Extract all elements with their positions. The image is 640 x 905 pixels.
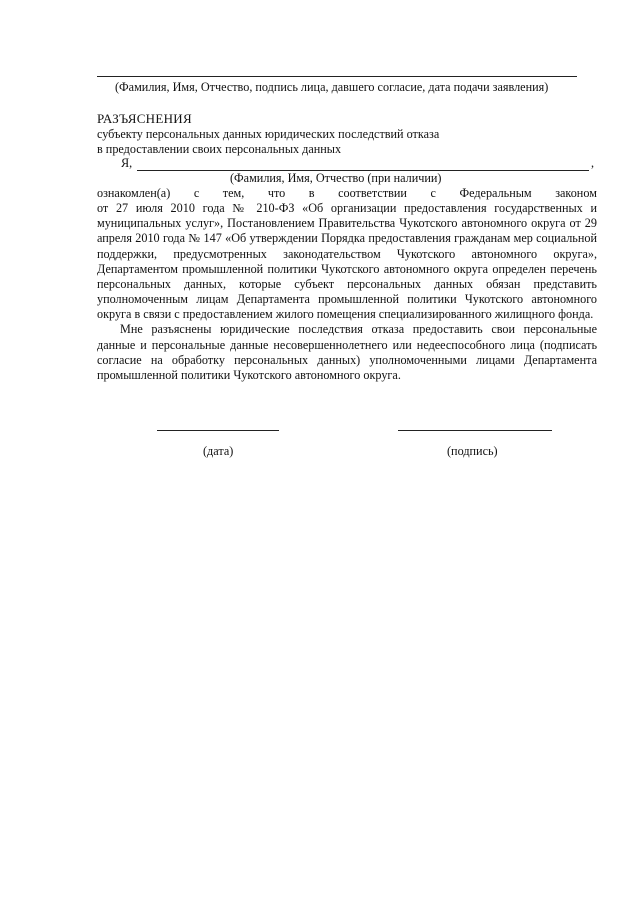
paragraph-2: Мне разъяснены юридические последствия отказа предоставить свои персональные данные и персональные данные несовершеннолетнего или недееспособного лица (подписать согласие на обработку персональных данных) уполномоченными лицами Департамента промышленной политики Чукотского автономного округа. bbox=[97, 322, 597, 382]
word: тем, bbox=[222, 186, 245, 200]
paragraph1-first-line bbox=[97, 186, 597, 201]
signature-fill-line[interactable] bbox=[398, 430, 552, 431]
i-label: Я, bbox=[121, 156, 133, 170]
word: с bbox=[193, 186, 200, 200]
word: с bbox=[430, 186, 436, 200]
document-heading: РАЗЪЯСНЕНИЯ bbox=[97, 111, 192, 126]
consent-signature-line[interactable] bbox=[97, 76, 577, 77]
paragraph-1: от 27 июля 2010 года № 210-ФЗ «Об организации предоставления государственных и муниципальных услуг», Постановлением Правительства Чукотского автономного округа от 29 апреля 2010 года № 147 «Об утверждении Порядка предоставления гражданам мер социальной поддержки, предусмотренных законодательством Чукотского автономного округа», Департаментом промышленной политики Чукотского автономного округа определен перечень персональных данных, которые субъект персональных данных обязан представить уполномоченным лицам Департамента промышленной политики Чукотского автономного округа в связи с предоставлением жилого помещения специализированного жилищного фонда. bbox=[97, 201, 597, 322]
word: соответствии bbox=[338, 186, 407, 200]
word: в bbox=[308, 186, 315, 200]
body-text bbox=[97, 186, 597, 383]
date-fill-line[interactable] bbox=[157, 430, 279, 431]
document-subheading-line2: в предоставлении своих персональных данных bbox=[97, 142, 342, 156]
name-caption: (Фамилия, Имя, Отчество (при наличии) bbox=[230, 171, 442, 185]
date-caption: (дата) bbox=[203, 444, 234, 458]
document-subheading-line1: субъекту персональных данных юридических последствий отказа bbox=[97, 127, 440, 141]
word: Федеральным bbox=[459, 186, 532, 200]
word: что bbox=[267, 186, 286, 200]
signature-caption: (подпись) bbox=[447, 444, 498, 458]
name-line-comma: , bbox=[591, 156, 595, 170]
word: законом bbox=[555, 186, 597, 200]
consent-caption: (Фамилия, Имя, Отчество, подпись лица, давшего согласие, дата подачи заявления) bbox=[115, 80, 549, 94]
word: ознакомлен(а) bbox=[97, 186, 171, 200]
